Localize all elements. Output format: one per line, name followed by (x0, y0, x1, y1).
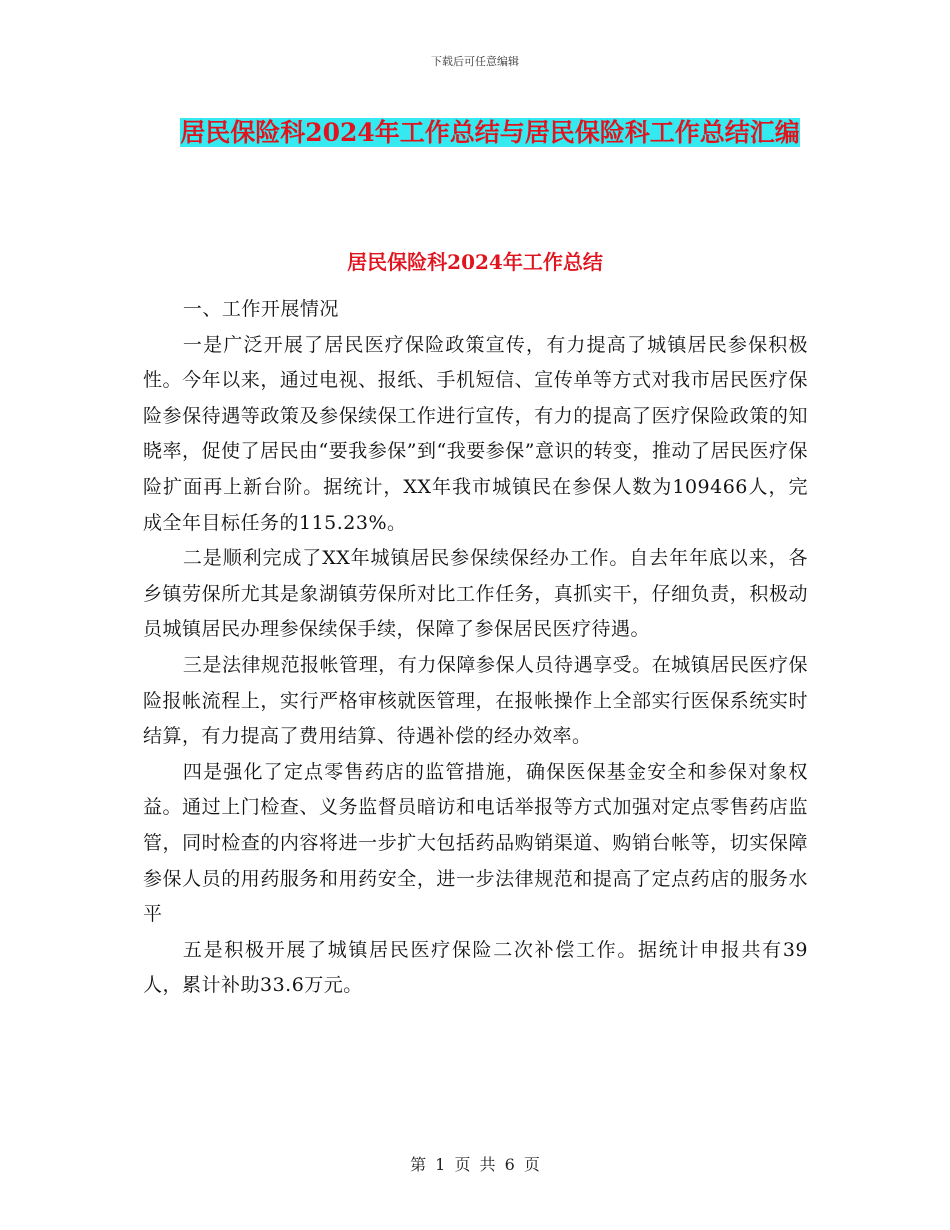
paragraph-heading-work-status: 一、工作开展情况 (182, 298, 339, 320)
paragraph-5: 五是积极开展了城镇居民医疗保险二次补偿工作。据统计申报共有39人，累计补助33.6万元。 (143, 938, 808, 997)
paragraph-4: 四是强化了定点零售药店的监管措施，确保医保基金安全和参保对象权益。通过上门检查、义务监督员暗访和电话举报等方式加强对定点零售药店监管，同时检查的内容将进一步扩大包括药品购销渠道、购销台帐等，切实保障参保人员的用药服务和用药安全，进一步法律规范和提高了定点药店的服务水平 (143, 760, 808, 926)
page-header-note: 下载后可任意编辑 (431, 55, 519, 68)
page-number-footer: 第 1 页 共 6 页 (410, 1155, 540, 1174)
document-title (140, 110, 840, 156)
section-title: 居民保险科2024年工作总结 (347, 250, 603, 274)
document-body (143, 292, 808, 1004)
paragraph-3: 三是法律规范报帐管理，有力保障参保人员待遇享受。在城镇居民医疗保险报帐流程上，实行严格审核就医管理，在报帐操作上全部实行医保系统实时结算，有力提高了费用结算、待遇补偿的经办效率。 (143, 653, 808, 748)
document-title-text: 居民保险科2024年工作总结与居民保险科工作总结汇编 (180, 118, 800, 147)
paragraph-1: 一是广泛开展了居民医疗保险政策宣传，有力提高了城镇居民参保积极性。今年以来，通过电视、报纸、手机短信、宣传单等方式对我市居民医疗保险参保待遇等政策及参保续保工作进行宣传，有力的提高了医疗保险政策的知晓率，促使了居民由“要我参保”到“我要参保”意识的转变，推动了居民医疗保险扩面再上新台阶。据统计，XX年我市城镇民在参保人数为109466人，完成全年目标任务的115.23%。 (143, 333, 808, 534)
paragraph-2: 二是顺利完成了XX年城镇居民参保续保经办工作。自去年年底以来，各乡镇劳保所尤其是象湖镇劳保所对比工作任务，真抓实干，仔细负责，积极动员城镇居民办理参保续保手续，保障了参保居民医疗待遇。 (143, 547, 808, 641)
